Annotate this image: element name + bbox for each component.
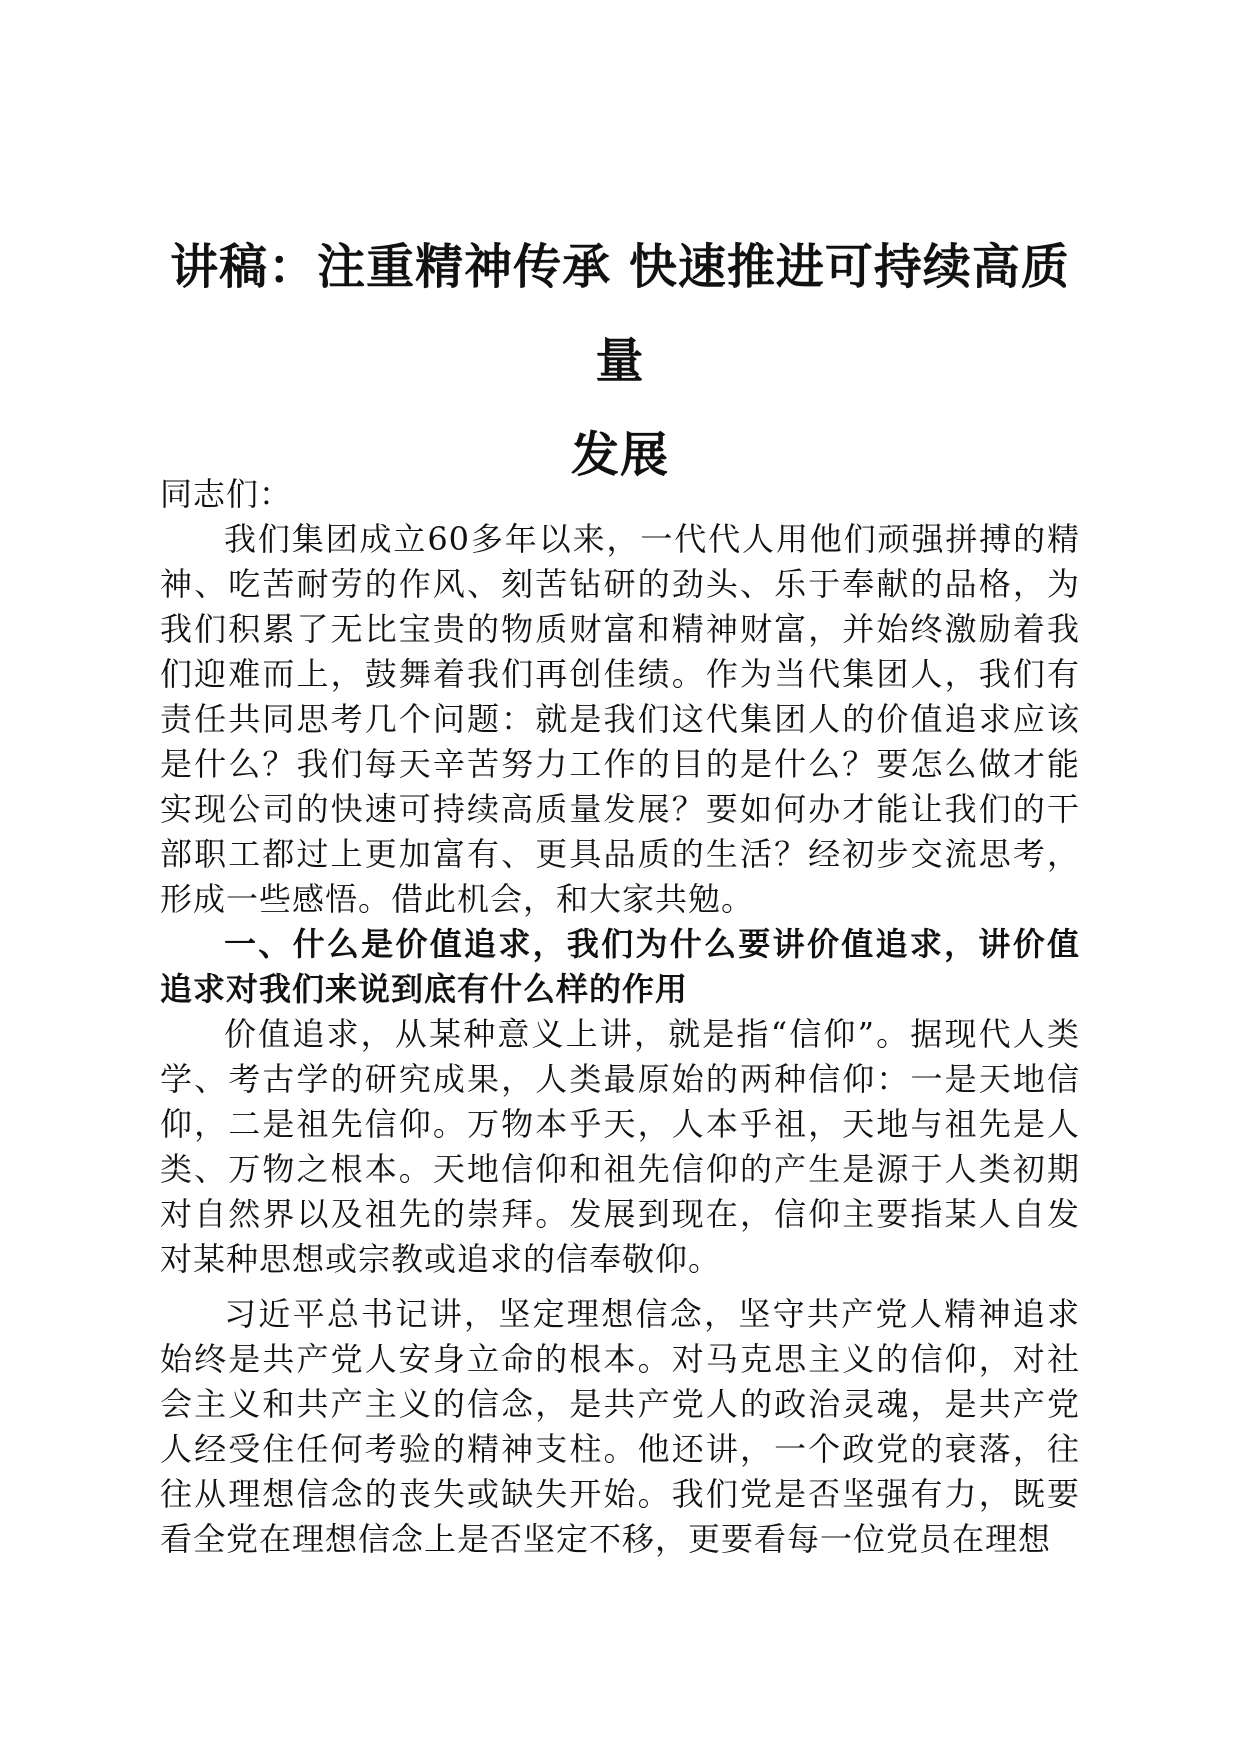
title-line-2: 发展 xyxy=(570,427,669,483)
section-heading-1: 一、什么是价值追求，我们为什么要讲价值追求，讲价值追求对我们来说到底有什么样的作用 xyxy=(160,925,1080,1008)
paragraph-xi-quote: 习近平总书记讲，坚定理想信念，坚守共产党人精神追求始终是共产党人安身立命的根本。对马克思主义的信仰，对社会主义和共产主义的信念，是共产党人的政治灵魂，是共产党人经受住任何考验的精神支柱。他还讲，一个政党的衰落，往往从理想信念的丧失或缺失开始。我们党是否坚强有力，既要看全党在理想信念上是否坚定不移，更要看每一位党员在理想 xyxy=(160,1295,1080,1558)
paragraph-intro: 我们集团成立60多年以来，一代代人用他们顽强拼搏的精神、吃苦耐劳的作风、刻苦钻研的劲头、乐于奉献的品格，为我们积累了无比宝贵的物质财富和精神财富，并始终激励着我们迎难而上，鼓舞着我们再创佳绩。作为当代集团人，我们有责任共同思考几个问题：就是我们这代集团人的价值追求应该是什么？我们每天辛苦努力工作的目的是什么？要怎么做才能实现公司的快速可持续高质量发展？要如何办才能让我们的干部职工都过上更加富有、更具品质的生活？经初步交流思考，形成一些感悟。借此机会，和大家共勉。 xyxy=(160,520,1080,918)
paragraph-value-pursuit: 价值追求，从某种意义上讲，就是指“信仰”。据现代人类学、考古学的研究成果，人类最原始的两种信仰：一是天地信仰，二是祖先信仰。万物本乎天，人本乎祖，天地与祖先是人类、万物之根本。天地信仰和祖先信仰的产生是源于人类初期对自然界以及祖先的崇拜。发展到现在，信仰主要指某人自发对某种思想或宗教或追求的信奉敬仰。 xyxy=(160,1015,1080,1278)
title-line-1: 讲稿：注重精神传承 快速推进可持续高质量 xyxy=(170,239,1070,389)
document-body xyxy=(160,472,1080,1562)
salutation: 同志们： xyxy=(160,475,293,513)
document-title xyxy=(150,220,1090,502)
